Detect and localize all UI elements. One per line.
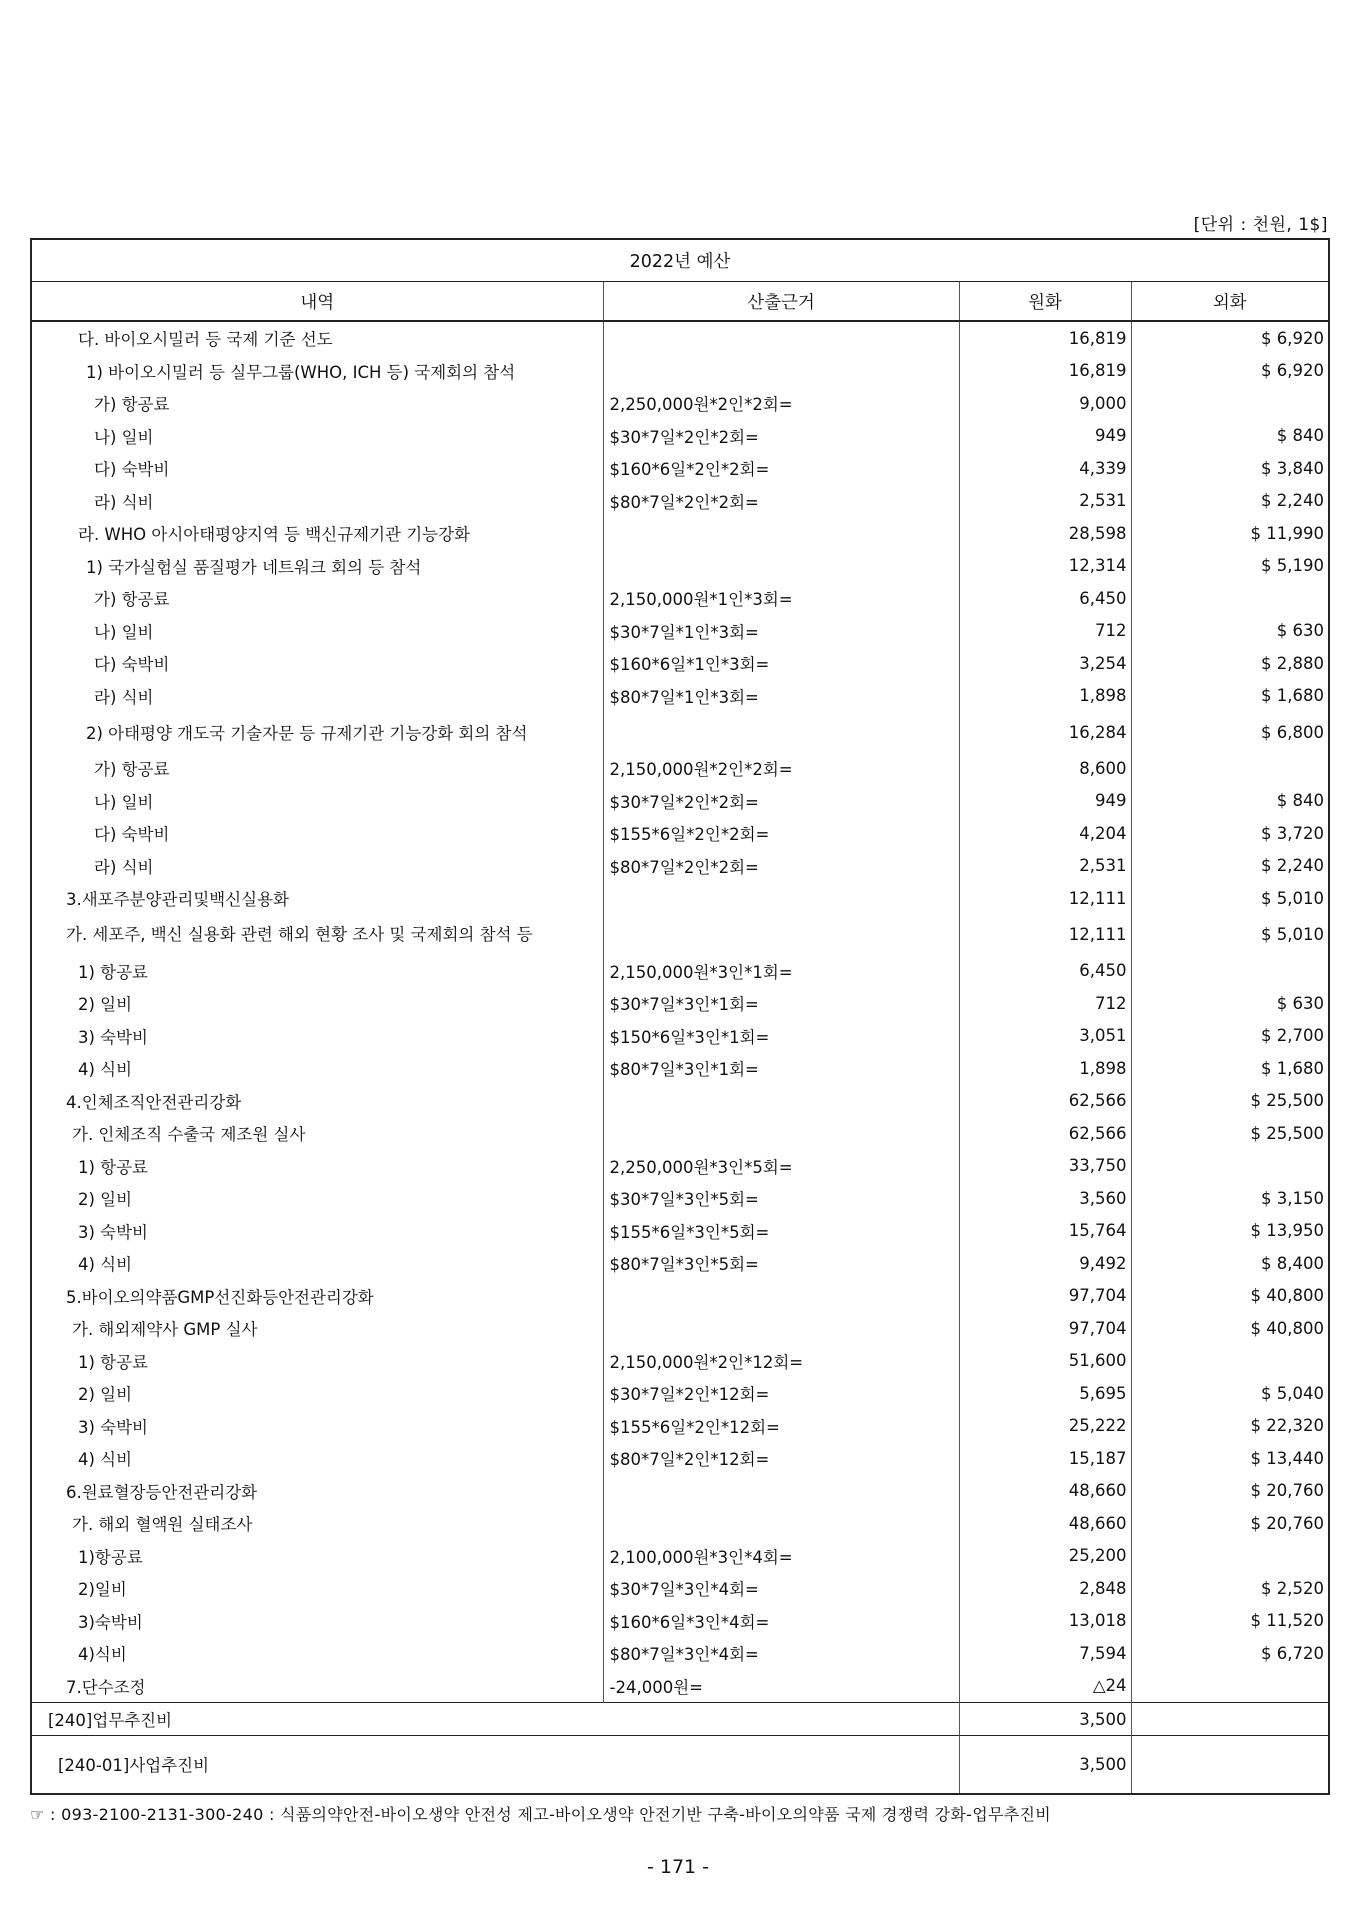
row-krw: 15,764 [959,1215,1131,1248]
row-basis: $80*7일*3인*4회= [603,1637,959,1670]
row-item: 2) 일비 [31,1377,603,1410]
row-fx: $ 5,040 [1261,1383,1325,1403]
row-item: 3) 숙박비 [31,1410,603,1443]
table-row [31,1085,1329,1118]
table-row [31,1507,1329,1540]
row-basis [603,915,959,955]
row-item: 1) 국가실험실 품질평가 네트워크 회의 등 참석 [31,550,603,583]
row-basis: $80*7일*1인*3회= [603,680,959,713]
row-krw: 2,531 [959,850,1131,883]
row-fx [1131,1540,1329,1573]
table-row [31,1117,1329,1150]
table-row [31,680,1329,713]
table-row [31,1475,1329,1508]
row-item: 가. 해외 혈액원 실태조사 [31,1507,603,1540]
row-fx: $ 3,150 [1261,1188,1325,1208]
row-basis [603,550,959,583]
table-row [31,712,1329,752]
row-item: 다) 숙박비 [31,647,603,680]
row-krw: 712 [959,987,1131,1020]
row-krw: 25,200 [959,1540,1131,1573]
row-krw: 1,898 [959,1052,1131,1085]
row-krw: 949 [959,420,1131,453]
row-fx: $ 20,760 [1250,1481,1325,1501]
row-basis [603,1507,959,1540]
row-item: 라) 식비 [31,485,603,518]
table-title-row [31,239,1329,282]
row-item: 6.원료혈장등안전관리강화 [31,1475,603,1508]
row-krw: 9,492 [959,1247,1131,1280]
row-fx: $ 840 [1276,791,1325,811]
row-krw: 3,560 [959,1182,1131,1215]
table-title: 2022년 예산 [31,239,1329,282]
row-basis [603,517,959,550]
row-basis: $150*6일*3인*1회= [603,1020,959,1053]
row-krw: 949 [959,785,1131,818]
row-basis: $155*6일*2인*2회= [603,817,959,850]
row-basis: $160*6일*3인*4회= [603,1605,959,1638]
row-basis: $155*6일*3인*5회= [603,1215,959,1248]
table-row [31,1442,1329,1475]
row-basis [603,1475,959,1508]
row-fx: $ 5,010 [1261,888,1325,908]
table-row [31,387,1329,420]
row-fx [1131,582,1329,615]
unit-label: [단위 : 천원, 1$] [1193,215,1328,235]
row-item: 4) 식비 [31,1247,603,1280]
row-item: 나) 일비 [31,615,603,648]
row-basis: $30*7일*3인*5회= [603,1182,959,1215]
row-item: 가. 해외제약사 GMP 실사 [31,1312,603,1345]
row-krw: 4,204 [959,817,1131,850]
row-basis [603,321,959,355]
row-item: 가) 항공료 [31,582,603,615]
budget-table-container [30,238,1328,1795]
row-krw: 16,819 [959,355,1131,388]
table-row [31,1052,1329,1085]
row-item: 2) 일비 [31,987,603,1020]
row-fx: $ 2,240 [1261,856,1325,876]
footnote: ☞ : 093-2100-2131-300-240 : 식품의약안전-바이오생약 안전성 제고-바이오생약 안전기반 구축-바이오의약품 국제 경쟁력 강화-업무추진비 [30,1805,1052,1824]
row-basis: $30*7일*2인*2회= [603,785,959,818]
header-fx: 외화 [1131,282,1329,322]
table-row [31,817,1329,850]
table-row [31,1150,1329,1183]
row-krw: 12,111 [959,915,1131,955]
row-basis: $30*7일*3인*1회= [603,987,959,1020]
row-krw: 28,598 [959,517,1131,550]
row-basis [603,1085,959,1118]
table-row [31,752,1329,785]
row-item: 3)숙박비 [31,1605,603,1638]
row-fx: $ 20,760 [1250,1513,1325,1533]
table-row [31,647,1329,680]
table-row [31,882,1329,915]
row-basis [603,882,959,915]
row-item: 3.새포주분양관리및백신실용화 [31,882,603,915]
row-fx: $ 5,010 [1261,925,1325,944]
table-row [31,355,1329,388]
row-fx: $ 40,800 [1250,1286,1325,1306]
row-item: 1)항공료 [31,1540,603,1573]
row-fx: $ 13,950 [1250,1221,1325,1241]
row-item: 나) 일비 [31,420,603,453]
row-fx: $ 8,400 [1261,1253,1325,1273]
table-row [31,1247,1329,1280]
row-krw: 48,660 [959,1507,1131,1540]
row-item: 나) 일비 [31,785,603,818]
row-krw: 97,704 [959,1280,1131,1313]
row-item: 라) 식비 [31,680,603,713]
table-row [31,785,1329,818]
table-row [31,615,1329,648]
row-krw: 3,254 [959,647,1131,680]
row-fx: $ 840 [1276,426,1325,446]
row-item: 2) 일비 [31,1182,603,1215]
row-basis: $30*7일*2인*12회= [603,1377,959,1410]
row-fx [1131,752,1329,785]
row-fx: $ 11,990 [1250,523,1325,543]
row-item: 3) 숙박비 [31,1215,603,1248]
summary-row [31,1703,1329,1736]
row-item: 1) 항공료 [31,1150,603,1183]
row-basis [603,712,959,752]
summary-fx [1131,1703,1329,1736]
budget-table [30,238,1330,1795]
row-item: 7.단수조정 [31,1670,603,1703]
row-fx: $ 2,520 [1261,1578,1325,1598]
row-basis: 2,250,000원*2인*2회= [603,387,959,420]
row-basis: $160*6일*2인*2회= [603,452,959,485]
row-fx [1131,1345,1329,1378]
row-basis: $80*7일*2인*12회= [603,1442,959,1475]
table-row [31,1345,1329,1378]
row-krw: 97,704 [959,1312,1131,1345]
row-fx [1131,387,1329,420]
row-item: 가) 항공료 [31,752,603,785]
row-krw: 51,600 [959,1345,1131,1378]
table-row [31,1572,1329,1605]
row-krw: 7,594 [959,1637,1131,1670]
table-row [31,517,1329,550]
row-fx: $ 6,720 [1261,1643,1325,1663]
row-krw: 8,600 [959,752,1131,785]
row-fx: $ 6,800 [1261,722,1325,742]
table-row [31,550,1329,583]
summary-krw: 3,500 [959,1703,1131,1736]
row-krw: 12,314 [959,550,1131,583]
row-item: 가. 인체조직 수출국 제조원 실사 [31,1117,603,1150]
row-krw: 62,566 [959,1117,1131,1150]
row-krw: 712 [959,615,1131,648]
row-krw: 12,111 [959,882,1131,915]
row-item: 1) 항공료 [31,1345,603,1378]
table-row [31,452,1329,485]
row-krw: 6,450 [959,582,1131,615]
row-krw: △24 [959,1670,1131,1703]
row-basis: 2,150,000원*3인*1회= [603,955,959,988]
row-fx: $ 2,700 [1261,1026,1325,1046]
row-basis: $80*7일*2인*2회= [603,850,959,883]
header-krw: 원화 [959,282,1131,322]
row-fx: $ 1,680 [1261,686,1325,706]
row-item: 4) 식비 [31,1442,603,1475]
row-fx: $ 630 [1276,993,1325,1013]
row-item: 5.바이오의약품GMP선진화등안전관리강화 [31,1280,603,1313]
table-row [31,1280,1329,1313]
row-krw: 6,450 [959,955,1131,988]
page-number: - 171 - [646,1856,710,1878]
row-basis: 2,150,000원*1인*3회= [603,582,959,615]
row-fx [1131,1150,1329,1183]
row-krw: 13,018 [959,1605,1131,1638]
row-fx: $ 630 [1276,621,1325,641]
row-fx [1131,955,1329,988]
row-fx: $ 6,920 [1261,328,1325,348]
row-fx: $ 3,720 [1261,823,1325,843]
row-basis: -24,000원= [603,1670,959,1703]
table-row [31,1182,1329,1215]
row-fx: $ 2,880 [1261,653,1325,673]
row-basis: $30*7일*3인*4회= [603,1572,959,1605]
row-item: 2) 아태평양 개도국 기술자문 등 규제기관 기능강화 회의 참석 [31,712,603,752]
row-basis: $80*7일*2인*2회= [603,485,959,518]
table-row [31,582,1329,615]
summary-fx [1131,1736,1329,1794]
row-item: 1) 바이오시밀러 등 실무그룹(WHO, ICH 등) 국제회의 참석 [31,355,603,388]
row-basis [603,1312,959,1345]
row-fx [1131,1670,1329,1703]
row-item: 다) 숙박비 [31,817,603,850]
row-krw: 15,187 [959,1442,1131,1475]
table-row [31,1410,1329,1443]
row-krw: 16,284 [959,712,1131,752]
row-fx: $ 11,520 [1250,1611,1325,1631]
table-row [31,955,1329,988]
row-fx: $ 1,680 [1261,1058,1325,1078]
summary-item: [240-01]사업추진비 [31,1736,959,1794]
table-row [31,1670,1329,1703]
row-fx: $ 2,240 [1261,491,1325,511]
row-basis: $30*7일*1인*3회= [603,615,959,648]
table-row [31,1020,1329,1053]
table-row [31,850,1329,883]
summary-krw: 3,500 [959,1736,1131,1794]
row-item: 3) 숙박비 [31,1020,603,1053]
table-row [31,915,1329,955]
row-krw: 62,566 [959,1085,1131,1118]
row-krw: 3,051 [959,1020,1131,1053]
row-basis: $155*6일*2인*12회= [603,1410,959,1443]
row-basis [603,1117,959,1150]
table-row [31,1540,1329,1573]
row-item: 라) 식비 [31,850,603,883]
table-row [31,1605,1329,1638]
row-item: 가) 항공료 [31,387,603,420]
row-basis: $80*7일*3인*1회= [603,1052,959,1085]
table-row [31,1377,1329,1410]
row-item: 가. 세포주, 백신 실용화 관련 해외 현황 조사 및 국제회의 참석 등 [31,915,603,955]
row-krw: 48,660 [959,1475,1131,1508]
summary-item: [240]업무추진비 [31,1703,959,1736]
row-item: 라. WHO 아시아태평양지역 등 백신규제기관 기능강화 [31,517,603,550]
row-basis: 2,100,000원*3인*4회= [603,1540,959,1573]
summary-row [31,1736,1329,1794]
row-basis: $80*7일*3인*5회= [603,1247,959,1280]
row-krw: 9,000 [959,387,1131,420]
row-fx: $ 25,500 [1250,1091,1325,1111]
row-fx: $ 6,920 [1261,361,1325,381]
row-fx: $ 22,320 [1250,1416,1325,1436]
row-krw: 33,750 [959,1150,1131,1183]
row-basis: 2,150,000원*2인*2회= [603,752,959,785]
row-krw: 1,898 [959,680,1131,713]
table-row [31,485,1329,518]
row-basis [603,355,959,388]
table-row [31,1215,1329,1248]
row-basis [603,1280,959,1313]
row-basis: $30*7일*2인*2회= [603,420,959,453]
row-item: 다) 숙박비 [31,452,603,485]
row-krw: 16,819 [959,321,1131,355]
budget-table-body [31,239,1329,1794]
row-fx: $ 25,500 [1250,1123,1325,1143]
table-row [31,1637,1329,1670]
row-fx: $ 5,190 [1261,556,1325,576]
header-basis: 산출근거 [603,282,959,322]
row-item: 4) 식비 [31,1052,603,1085]
row-item: 2)일비 [31,1572,603,1605]
row-item: 4.인체조직안전관리강화 [31,1085,603,1118]
row-basis: 2,150,000원*2인*12회= [603,1345,959,1378]
table-row [31,1312,1329,1345]
row-basis: $160*6일*1인*3회= [603,647,959,680]
row-krw: 2,531 [959,485,1131,518]
row-item: 1) 항공료 [31,955,603,988]
row-krw: 2,848 [959,1572,1131,1605]
row-basis: 2,250,000원*3인*5회= [603,1150,959,1183]
row-item: 4)식비 [31,1637,603,1670]
table-row [31,420,1329,453]
row-fx: $ 40,800 [1250,1318,1325,1338]
row-item: 다. 바이오시밀러 등 국제 기준 선도 [31,321,603,355]
row-fx: $ 3,840 [1261,458,1325,478]
header-item: 내역 [31,282,603,322]
table-row [31,321,1329,355]
table-row [31,987,1329,1020]
row-fx: $ 13,440 [1250,1448,1325,1468]
row-krw: 5,695 [959,1377,1131,1410]
table-header-row [31,282,1329,322]
row-krw: 4,339 [959,452,1131,485]
row-krw: 25,222 [959,1410,1131,1443]
